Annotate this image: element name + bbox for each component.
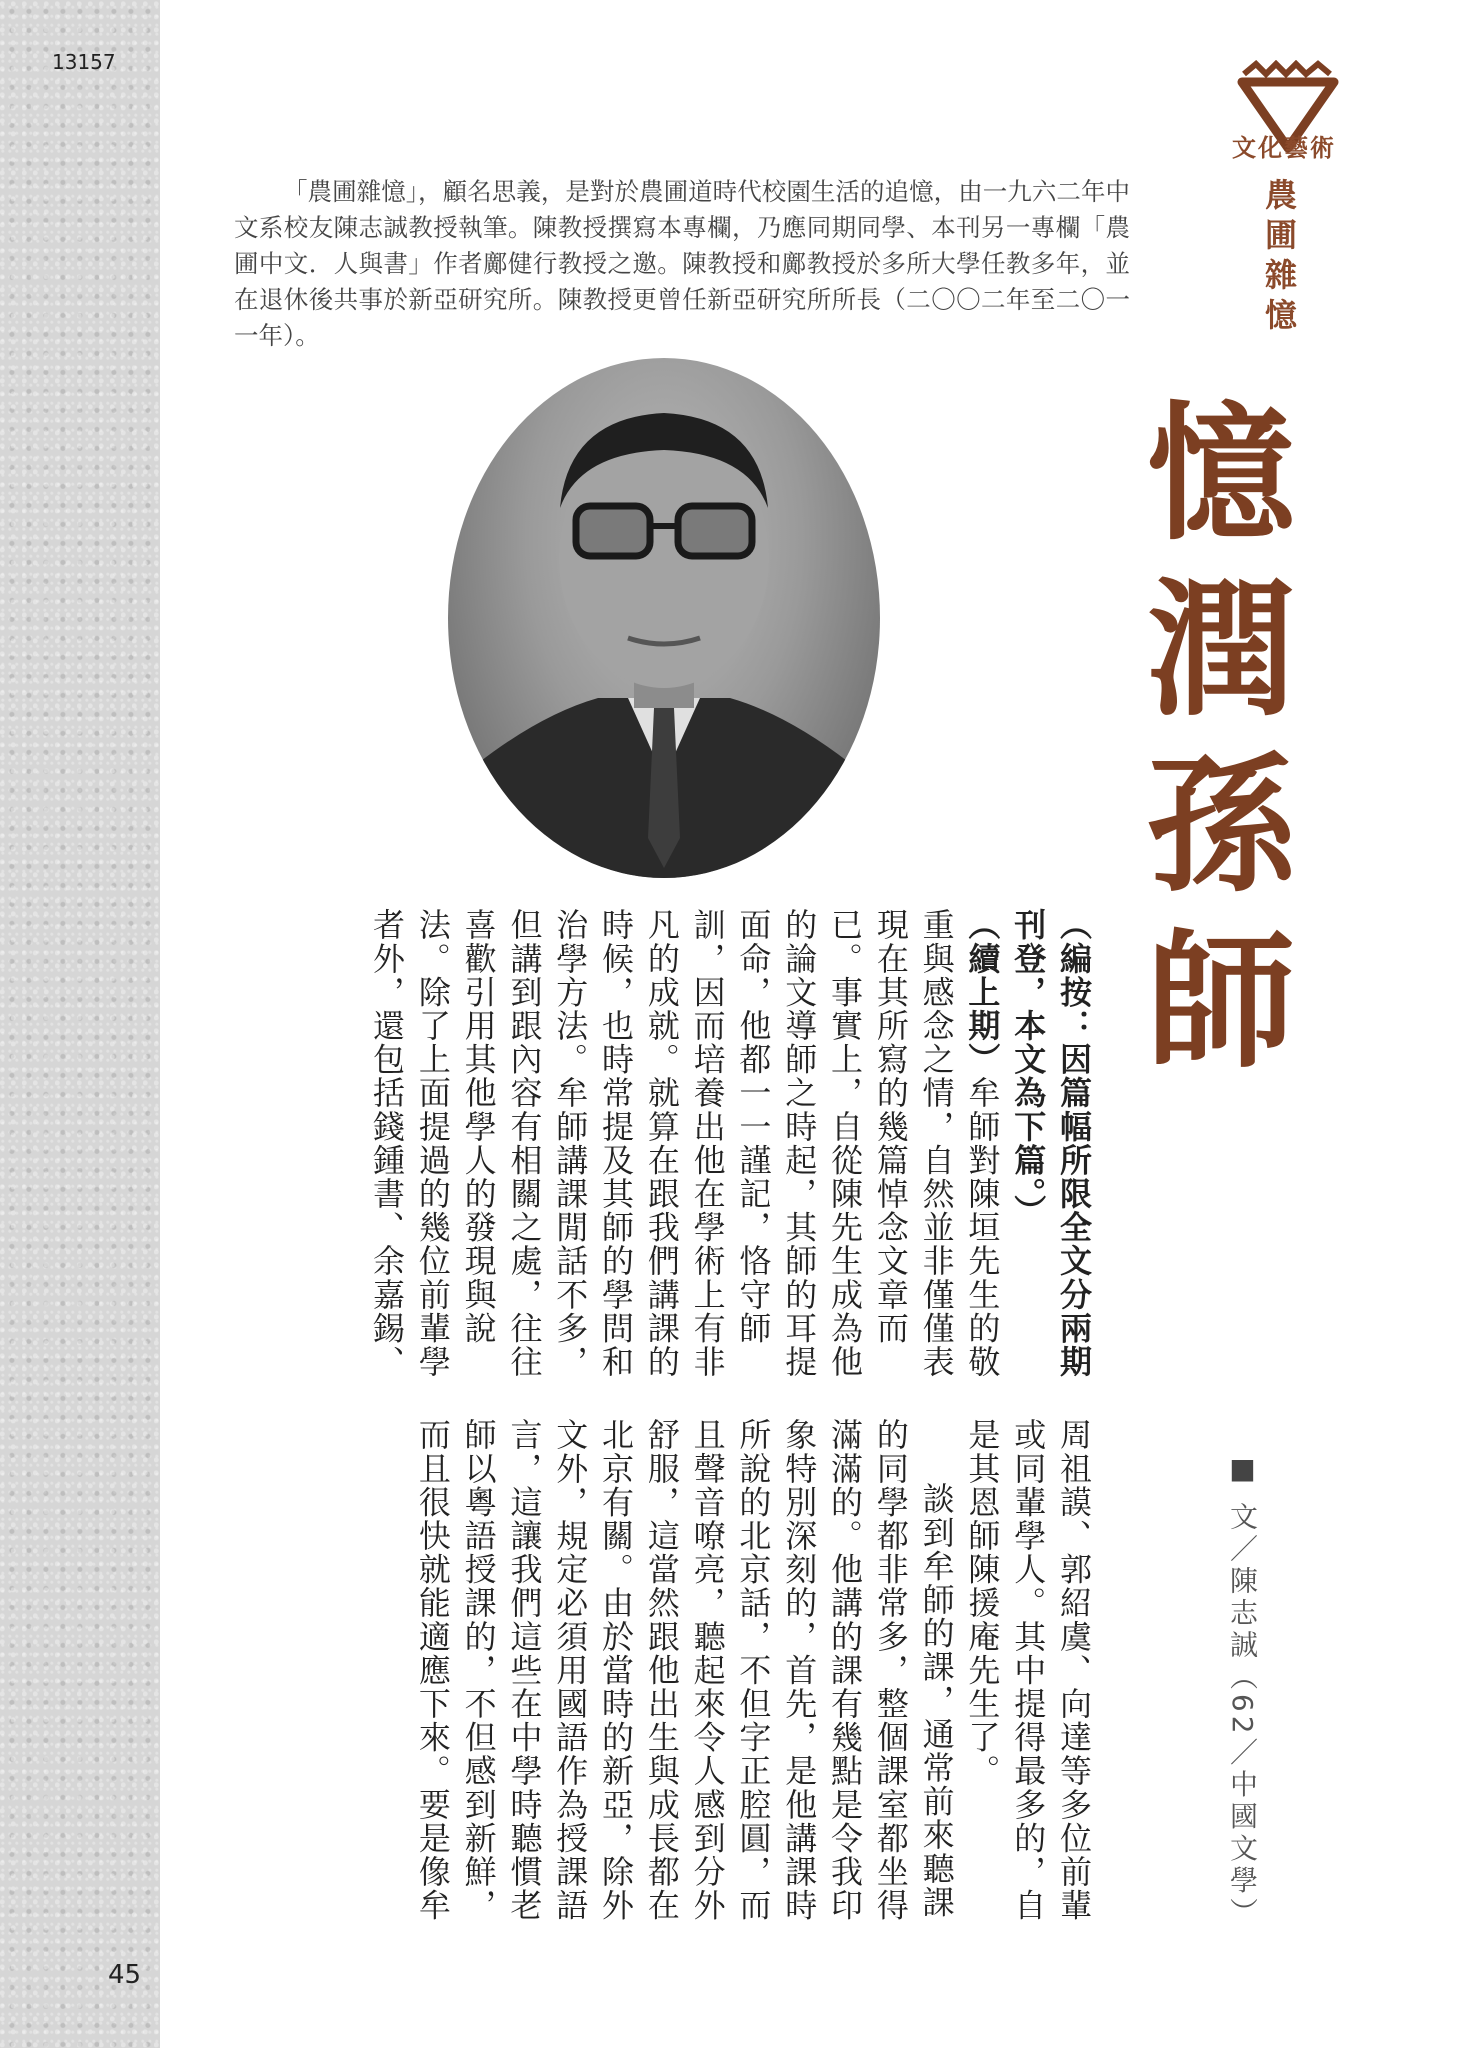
paragraph-1: 牟師對陳垣先生的敬重與感念之情，自然並非僅僅表現在其所寫的幾篇悼念文章而已。事實上，自從陳先生成為他的論文導師之時起，其師的耳提面命，他都一一謹記，恪守師訓，因而培養出他在學術上有非凡的成就。就算在跟我們講課的時候，也時常提及其師的學問和治學方法。牟師講課閒話不多，但講到跟內容有相關之處，往往喜歡引用其他學人的發現與說法。除了上面提過的幾位前輩學者外，還包括錢鍾書、余嘉錫、 — [368, 908, 1002, 1379]
page-number: 45 — [108, 1960, 142, 1990]
editor-note: （編按：因篇幅所限全文分兩期刊登，本文為下篇。） — [1009, 908, 1093, 1379]
column-title: 農圃雜憶 — [1260, 178, 1298, 338]
portrait-silhouette-icon — [448, 358, 880, 878]
category-label: 文化藝術 — [1232, 134, 1336, 162]
article-title: 憶潤孫師 — [1123, 395, 1297, 1099]
page-code: 13157 — [52, 50, 116, 74]
paragraph-2: 談到牟師的課，通常前來聽課的同學都非常多，整個課室都坐得滿滿的。他講的課有幾點是令我印象特別深刻的，首先，是他講課時所說的北京話，不但字正腔圓，而且聲音嘹亮，聽起來令人感到分外舒服，這當然跟他出生與成長都在北京有關。由於當時的新亞，除外文外，規定必須用國語作為授課語言，這讓我們這些在中學時聽慣老師以粵語授課的，不但感到新鮮，而且很快就能適應下來。要是像牟 — [413, 1418, 956, 1922]
body-text-upper — [226, 908, 1096, 1408]
byline-text: 文／陳志誠（62／中國文學） — [1226, 1501, 1259, 1930]
intro-paragraph: 「農圃雜憶」，顧名思義，是對於農圃道時代校園生活的追憶，由一九六二年中文系校友陳志誠教授執筆。陳教授撰寫本專欄，乃應同期同學、本刊另一專欄「農圃中文．人與書」作者鄺健行教授之邀。陳教授和鄺教授於多所大學任教多年，並在退休後共事於新亞研究所。陳教授更曾任新亞研究所所長（二〇〇二年至二〇一一年）。 — [234, 177, 1130, 350]
byline — [1222, 1452, 1262, 1992]
page-margin-texture — [0, 0, 160, 2048]
portrait-photo — [448, 358, 880, 878]
paragraph-1-continued: 周祖謨、郭紹虞、向達等多位前輩或同輩學人。其中提得最多的，自是其恩師陳援庵先生了。 — [963, 1418, 1093, 1922]
body-text-lower — [226, 1418, 1096, 1938]
continued-label: （續上期） — [963, 908, 1002, 1076]
byline-bullet: ■ — [1226, 1452, 1259, 1489]
